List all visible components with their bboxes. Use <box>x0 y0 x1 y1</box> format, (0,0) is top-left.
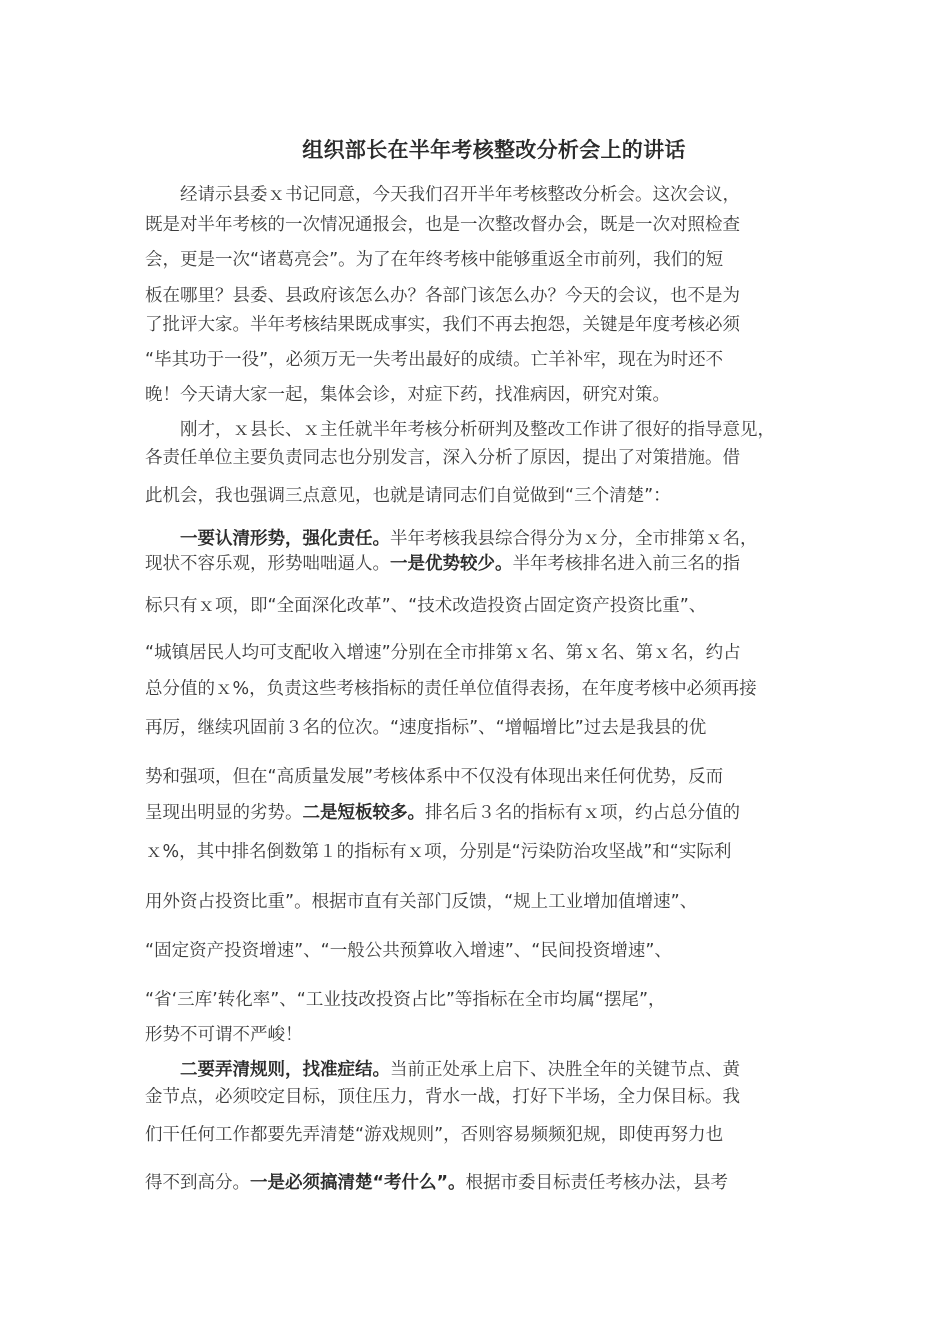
line-text: 排名后３名的指标有ｘ项，约占总分值的 <box>425 803 740 823</box>
line-text: 根据市委目标责任考核办法，县考 <box>465 1173 729 1193</box>
document-title: 组织部长在半年考核整改分析会上的讲话 <box>302 138 686 162</box>
paragraph-line: 既是对半年考核的一次情况通报会，也是一次整改督办会，既是一次对照检查 <box>145 215 740 235</box>
paragraph-line: 板在哪里？县委、县政府该怎么办？各部门该怎么办？今天的会议，也不是为 <box>145 286 740 306</box>
line-text: 半年考核我县综合得分为ｘ分，全市排第ｘ名， <box>390 529 758 549</box>
paragraph-line: “省‘三库’转化率”、“工业技改投资占比”等指标在全市均属“摆尾”， <box>145 990 666 1010</box>
paragraph-line: 用外资占投资比重”。根据市直有关部门反馈，“规上工业增加值增速”、 <box>145 892 698 912</box>
paragraph-line: 形势不可谓不严峻！ <box>145 1025 303 1045</box>
paragraph-line: 了批评大家。半年考核结果既成事实，我们不再去抱怨，关键是年度考核必须 <box>145 315 740 335</box>
line-text: 当前正处承上启下、决胜全年的关键节点、黄 <box>390 1060 740 1080</box>
paragraph-line: 此机会，我也强调三点意见，也就是请同志们自觉做到“三个清楚”： <box>145 486 671 506</box>
paragraph-line <box>145 1171 810 1195</box>
paragraph-line <box>180 527 845 551</box>
bold-heading: 一要认清形势，强化责任。 <box>180 529 390 549</box>
bold-point: 一是必须搞清楚“考什么”。 <box>250 1173 466 1193</box>
paragraph-line <box>145 552 810 576</box>
paragraph-line: 各责任单位主要负责同志也分别发言，深入分析了原因，提出了对策措施。借 <box>145 448 740 468</box>
paragraph-line: 经请示县委ｘ书记同意，今天我们召开半年考核整改分析会。这次会议， <box>180 185 740 205</box>
paragraph-line <box>180 1058 845 1082</box>
paragraph-line: 会，更是一次“诸葛亮会”。为了在年终考核中能够重返全市前列，我们的短 <box>145 250 724 270</box>
paragraph-line: 标只有ｘ项，即“全面深化改革”、“技术改造投资占固定资产投资比重”、 <box>145 596 707 616</box>
paragraph-line: 总分值的ｘ%，负责这些考核指标的责任单位值得表扬，在年度考核中必须再接 <box>145 679 757 699</box>
bold-point: 一是优势较少。 <box>390 554 513 574</box>
paragraph-line: 金节点，必须咬定目标，顶住压力，背水一战，打好下半场，全力保目标。我 <box>145 1087 740 1107</box>
line-text: 现状不容乐观，形势咄咄逼人。 <box>145 554 390 574</box>
paragraph-line: 刚才，ｘ县长、ｘ主任就半年考核分析研判及整改工作讲了很好的指导意见， <box>180 420 775 440</box>
paragraph-line: 再厉，继续巩固前３名的位次。“速度指标”、“增幅增比”过去是我县的优 <box>145 718 707 738</box>
paragraph-line: ｘ%，其中排名倒数第１的指标有ｘ项，分别是“污染防治攻坚战”和“实际利 <box>145 842 732 862</box>
paragraph-line: 们干任何工作都要先弄清楚“游戏规则”，否则容易频频犯规，即使再努力也 <box>145 1125 724 1145</box>
paragraph-line: 晚！今天请大家一起，集体会诊，对症下药，找准病因，研究对策。 <box>145 385 670 405</box>
bold-point: 二是短板较多。 <box>302 803 425 823</box>
paragraph-line: “城镇居民人均可支配收入增速”分别在全市排第ｘ名、第ｘ名、第ｘ名，约占 <box>145 643 741 663</box>
line-text: 得不到高分。 <box>145 1173 250 1193</box>
line-text: 半年考核排名进入前三名的指 <box>512 554 740 574</box>
paragraph-line: 势和强项，但在“高质量发展”考核体系中不仅没有体现出来任何优势，反而 <box>145 767 724 787</box>
bold-heading: 二要弄清规则，找准症结。 <box>180 1060 390 1080</box>
paragraph-line: “毕其功于一役”，必须万无一失考出最好的成绩。亡羊补牢，现在为时还不 <box>145 350 724 370</box>
line-text: 呈现出明显的劣势。 <box>145 803 303 823</box>
paragraph-line: “固定资产投资增速”、“一般公共预算收入增速”、“民间投资增速”、 <box>145 941 672 961</box>
paragraph-line <box>145 801 810 825</box>
